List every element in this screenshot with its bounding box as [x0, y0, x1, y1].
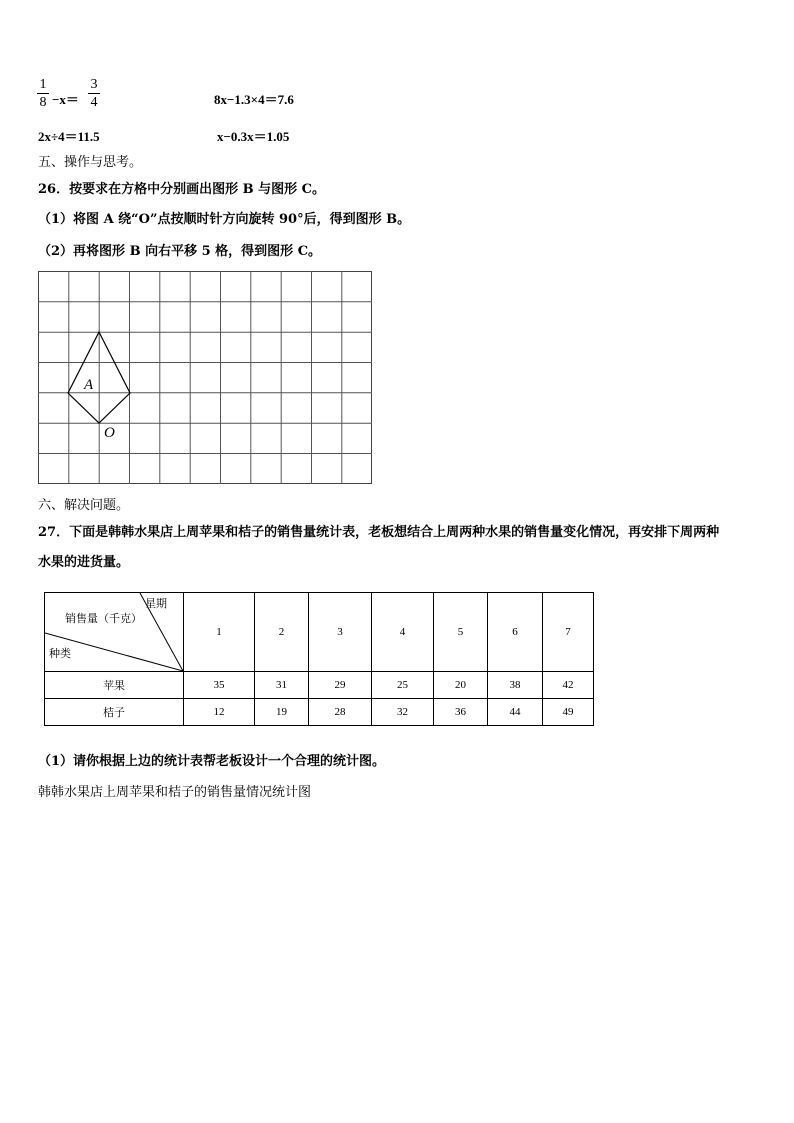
- header-quantity-label: 销售量（千克）: [65, 612, 142, 625]
- table-row-orange: [45, 699, 594, 726]
- question-27-part1: （1）请你根据上边的统计表帮老板设计一个合理的统计图。: [38, 754, 386, 769]
- day-header: 2: [255, 593, 309, 672]
- eq1-middle: −x＝: [52, 92, 79, 107]
- day-header: 3: [309, 593, 372, 672]
- question-27-line2: 水果的进货量。: [38, 555, 130, 570]
- eq1-fraction-left: [37, 77, 49, 110]
- table-cell: 32: [372, 699, 434, 726]
- fraction-bar: [88, 93, 100, 94]
- section5-heading: 五、操作与思考。: [38, 155, 143, 170]
- table-cell: 35: [184, 672, 255, 699]
- question-26-part1: （1）将图 A 绕“O”点按顺时针方向旋转 90°后，得到图形 B。: [38, 212, 411, 227]
- label-o: O: [104, 425, 115, 441]
- eq3: 2x÷4＝11.5: [38, 129, 100, 144]
- section6-heading: 六、解决问题。: [38, 498, 130, 513]
- day-header: 1: [184, 593, 255, 672]
- table-cell: 42: [543, 672, 594, 699]
- table-cell: 38: [488, 672, 543, 699]
- fraction-bar: [37, 93, 49, 94]
- day-header: 4: [372, 593, 434, 672]
- header-day-label: 星期: [145, 597, 167, 610]
- table-cell: 36: [434, 699, 488, 726]
- table-cell: 44: [488, 699, 543, 726]
- day-header: 7: [543, 593, 594, 672]
- eq1-fraction-right: [88, 77, 100, 110]
- label-a: A: [84, 377, 94, 393]
- row-label: 桔子: [45, 699, 184, 726]
- row-label: 苹果: [45, 672, 184, 699]
- eq1-fraction-left-numerator: 1: [39, 77, 47, 92]
- table-row-apple: [45, 672, 594, 699]
- table-header-row: [45, 593, 594, 672]
- question-26: 26．按要求在方格中分别画出图形 B 与图形 C。: [38, 182, 326, 197]
- table-cell: 29: [309, 672, 372, 699]
- day-header: 6: [488, 593, 543, 672]
- table-cell: 19: [255, 699, 309, 726]
- table-cell: 49: [543, 699, 594, 726]
- table-cell: 20: [434, 672, 488, 699]
- day-header: 5: [434, 593, 488, 672]
- eq1-fraction-left-denominator: 8: [39, 95, 47, 110]
- diagonal-header-cell: [45, 593, 184, 672]
- eq4: x−0.3x＝1.05: [217, 129, 290, 144]
- eq1-fraction-right-denominator: 4: [90, 95, 98, 110]
- table-cell: 12: [184, 699, 255, 726]
- table-cell: 28: [309, 699, 372, 726]
- sales-table: [44, 592, 594, 726]
- question-27-line1: 27．下面是韩韩水果店上周苹果和桔子的销售量统计表，老板想结合上周两种水果的销售量变化情况，再安排下周两种: [38, 525, 720, 540]
- chart-title: 韩韩水果店上周苹果和桔子的销售量情况统计图: [38, 785, 312, 800]
- header-type-label: 种类: [49, 647, 71, 660]
- table-cell: 25: [372, 672, 434, 699]
- eq2: 8x−1.3×4＝7.6: [214, 92, 294, 107]
- table-cell: 31: [255, 672, 309, 699]
- question-26-part2: （2）再将图形 B 向右平移 5 格，得到图形 C。: [38, 244, 322, 259]
- eq1-fraction-right-numerator: 3: [90, 77, 98, 92]
